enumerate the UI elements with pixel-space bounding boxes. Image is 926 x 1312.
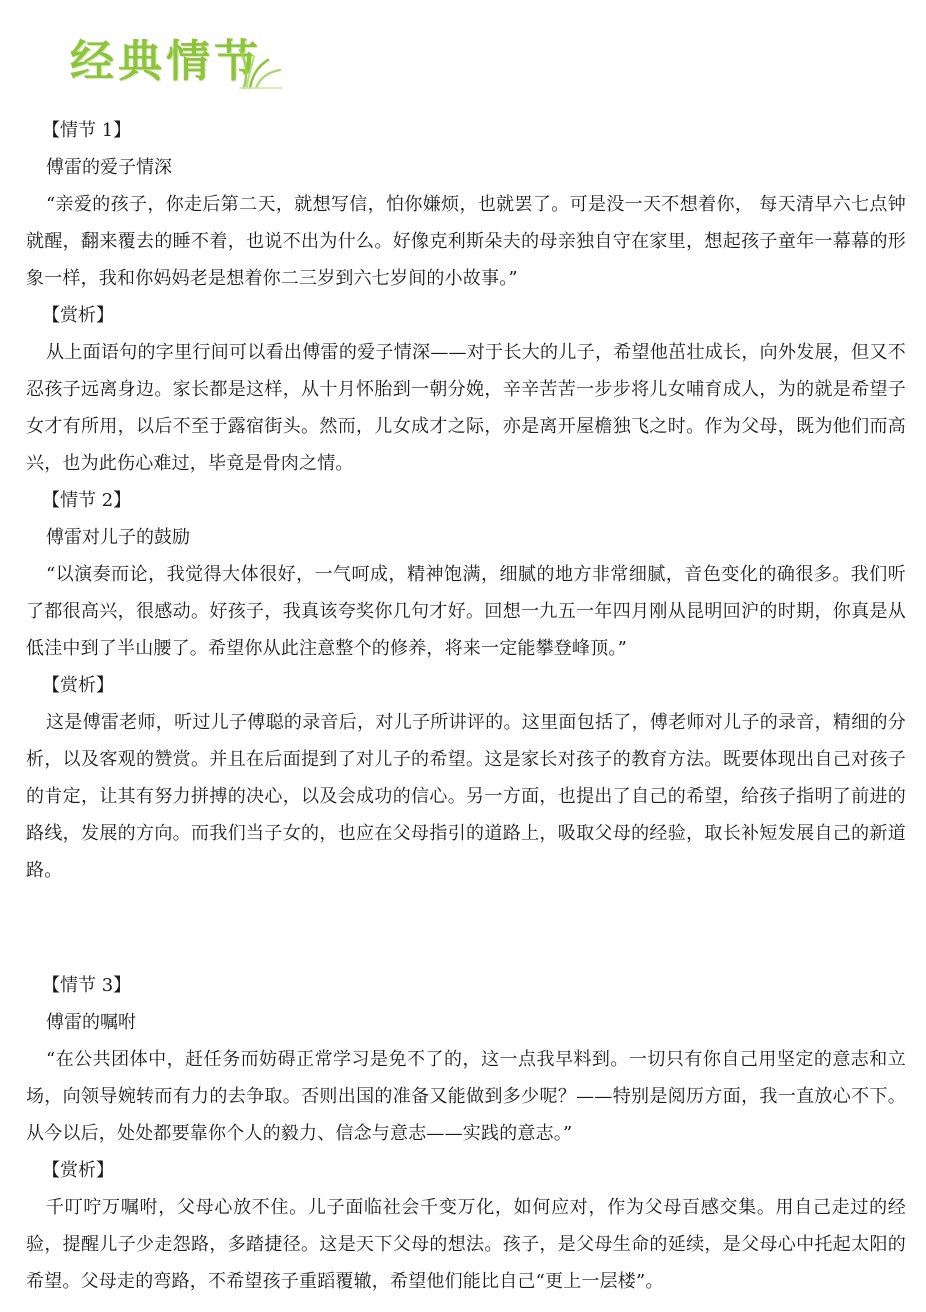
section-quote: “亲爱的孩子，你走后第二天，就想写信，怕你嫌烦，也就罢了。可是没一天不想着你， 每天清早六七点钟就醒，翻来覆去的睡不着，也说不出为什么。好像克利斯朵夫的母亲独自守在家里，想起孩子童年一幕幕的形象一样，我和你妈妈老是想着你二三岁到六七岁间的小故事。” bbox=[26, 194, 906, 289]
header-title: 经典情节 bbox=[70, 36, 262, 87]
analysis-text: 这是傅雷老师，听过儿子傅聪的录音后，对儿子所讲评的。这里面包括了，傅老师对儿子的录音，精细的分析，以及客观的赞赏。并且在后面提到了对儿子的希望。这是家长对孩子的教育方法。既要体现出自己对孩子的肯定，让其有努力拼搏的决心，以及会成功的信心。另一方面，也提出了自己的希望，给孩子指明了前进的路线，发展的方向。而我们当子女的，也应在父母指引的道路上，吸取父母的经验，取长补短发展自己的新道路。 bbox=[26, 712, 906, 881]
grass-sprout-icon bbox=[238, 38, 284, 90]
section-subtitle: 傅雷的爱子情深 bbox=[46, 157, 172, 178]
section-quote: “以演奏而论，我觉得大体很好，一气呵成，精神饱满，细腻的地方非常细腻，音色变化的确很多。我们听了都很高兴，很感动。好孩子，我真该夸奖你几句才好。回想一九五一年四月刚从昆明回沪的时期，你真是从低洼中到了半山腰了。希望你从此注意整个的修养，将来一定能攀登峰顶。” bbox=[26, 564, 906, 659]
plot-section-1 bbox=[26, 112, 906, 482]
analysis-text: 从上面语句的字里行间可以看出傅雷的爱子情深——对于长大的儿子，希望他茁壮成长，向外发展，但又不忍孩子远离身边。家长都是这样，从十月怀胎到一朝分娩，辛辛苦苦一步步将儿女哺育成人，为的就是希望子女才有所用，以后不至于露宿街头。然而，儿女成才之际，亦是离开屋檐独飞之时。作为父母，既为他们而高兴，也为此伤心难过，毕竟是骨肉之情。 bbox=[26, 342, 906, 474]
section-quote: “在公共团体中，赶任务而妨碍正常学习是免不了的，这一点我早料到。一切只有你自己用坚定的意志和立场，向领导婉转而有力的去争取。否则出国的准备又能做到多少呢？——特别是阅历方面，我一直放心不下。从今以后，处处都要靠你个人的毅力、信念与意志——实践的意志。” bbox=[26, 1049, 906, 1144]
section-subtitle: 傅雷对儿子的鼓励 bbox=[46, 527, 190, 548]
analysis-label: 【赏析】 bbox=[42, 1160, 114, 1181]
section-label: 【情节 3】 bbox=[42, 975, 132, 996]
analysis-label: 【赏析】 bbox=[42, 675, 114, 696]
plot-section-2 bbox=[26, 482, 906, 889]
analysis-label: 【赏析】 bbox=[42, 305, 114, 326]
article-body bbox=[26, 112, 906, 1300]
section-label: 【情节 1】 bbox=[42, 120, 132, 141]
section-label: 【情节 2】 bbox=[42, 490, 132, 511]
section-subtitle: 傅雷的嘱咐 bbox=[46, 1012, 136, 1033]
plot-section-3 bbox=[26, 967, 906, 1300]
page-header bbox=[70, 14, 284, 87]
analysis-text: 千叮咛万嘱咐，父母心放不住。儿子面临社会千变万化，如何应对，作为父母百感交集。用自己走过的经验，提醒儿子少走怨路，多踏捷径。这是天下父母的想法。孩子，是父母生命的延续，是父母心中托起太阳的希望。父母走的弯路，不希望孩子重蹈覆辙，希望他们能比自己“更上一层楼”。 bbox=[26, 1197, 906, 1292]
